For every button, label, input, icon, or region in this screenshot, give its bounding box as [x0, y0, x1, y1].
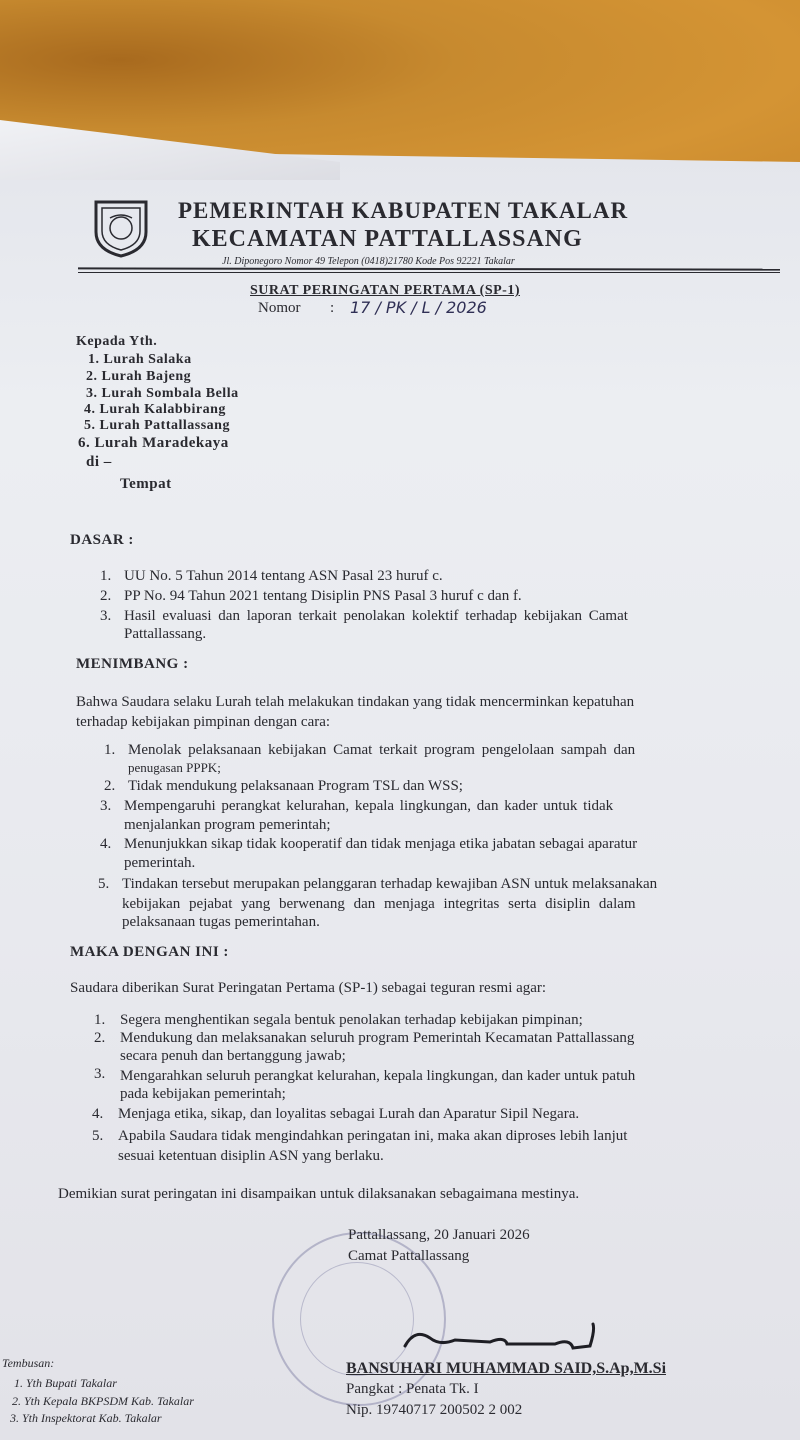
menimbang-num: 3.: [100, 798, 112, 814]
dasar-num: 1.: [100, 568, 112, 584]
maka-item: Mengarahkan seluruh perangkat kelurahan, kepala lingkungan, dan kader untuk patuh: [120, 1068, 636, 1084]
menimbang-item: Menunjukkan sikap tidak kooperatif dan tidak menjaga etika jabatan sebagai aparatur: [124, 836, 638, 852]
handwritten-signature: [395, 1318, 605, 1358]
dasar-item-cont: Pattallassang.: [124, 626, 207, 642]
menimbang-item-cont: pemerintah.: [124, 855, 196, 871]
menimbang-item-cont: pelaksanaan tugas pemerintahan.: [122, 914, 320, 930]
tembusan-item: 2. Yth Kepala BKPSDM Kab. Takalar: [12, 1394, 194, 1408]
menimbang-item: Tidak mendukung pelaksanaan Program TSL dan WSS;: [128, 778, 463, 794]
menimbang-item: Mempengaruhi perangkat kelurahan, kepala lingkungan, dan kader untuk tidak: [124, 798, 614, 814]
letterhead-government: PEMERINTAH KABUPATEN TAKALAR: [178, 198, 629, 223]
menimbang-num: 5.: [98, 876, 110, 892]
signer-name: BANSUHARI MUHAMMAD SAID,S.Ap,M.Si: [346, 1360, 667, 1377]
menimbang-heading: MENIMBANG :: [76, 656, 189, 672]
recipient-item: 3. Lurah Sombala Bella: [86, 386, 239, 401]
tembusan-item: 3. Yth Inspektorat Kab. Takalar: [10, 1411, 162, 1425]
menimbang-item-cont: kebijakan pejabat yang berwenang dan menjaga integritas serta disiplin dalam: [122, 896, 636, 912]
signature-position: Camat Pattallassang: [348, 1248, 470, 1264]
maka-num: 1.: [94, 1012, 106, 1028]
dasar-heading: DASAR :: [70, 532, 134, 548]
dasar-item: UU No. 5 Tahun 2014 tentang ASN Pasal 23 huruf c.: [124, 568, 443, 584]
maka-item-cont: sesuai ketentuan disiplin ASN yang berlaku.: [118, 1148, 384, 1164]
regency-emblem-icon: [88, 194, 154, 260]
maka-num: 5.: [92, 1128, 104, 1144]
closing-text: Demikian surat peringatan ini disampaikan untuk dilaksanakan sebagaimana mestinya.: [58, 1186, 580, 1202]
recipient-item: 5. Lurah Pattallassang: [84, 418, 230, 433]
menimbang-item: Menolak pelaksanaan kebijakan Camat terkait program pengelolaan sampah dan: [128, 742, 636, 758]
dasar-num: 2.: [100, 588, 112, 604]
letterhead-district: KECAMATAN PATTALLASSANG: [192, 226, 583, 252]
letterhead-rule-thin: [78, 272, 780, 273]
dasar-item: Hasil evaluasi dan laporan terkait penolakan kolektif terhadap kebijakan Camat: [124, 608, 628, 624]
letterhead-address: Jl. Diponegoro Nomor 49 Telepon (0418)21780 Kode Pos 92221 Takalar: [222, 256, 515, 267]
recipients-di: di –: [86, 454, 112, 470]
dasar-num: 3.: [100, 608, 112, 624]
menimbang-item: Tindakan tersebut merupakan pelanggaran terhadap kewajiban ASN untuk melaksanakan: [122, 876, 658, 892]
recipient-item: 2. Lurah Bajeng: [86, 369, 192, 384]
menimbang-item-cont: menjalankan program pemerintah;: [124, 817, 331, 833]
maka-item: Apabila Saudara tidak mengindahkan peringatan ini, maka akan diproses lebih lanjut: [118, 1128, 628, 1144]
signature-place-date: Pattallassang, 20 Januari 2026: [348, 1227, 530, 1243]
maka-num: 3.: [94, 1066, 106, 1082]
maka-item: Mendukung dan melaksanakan seluruh program Pemerintah Kecamatan Pattallassang: [120, 1030, 635, 1046]
maka-intro: Saudara diberikan Surat Peringatan Pertama (SP-1) sebagai teguran resmi agar:: [70, 980, 547, 996]
menimbang-intro: Bahwa Saudara selaku Lurah telah melakukan tindakan yang tidak mencerminkan kepatuhan: [76, 694, 635, 710]
recipients-heading: Kepada Yth.: [76, 334, 158, 349]
maka-item: Menjaga etika, sikap, dan loyalitas sebagai Lurah dan Aparatur Sipil Negara.: [118, 1106, 580, 1122]
nomor-label: Nomor: [258, 300, 301, 316]
menimbang-num: 1.: [104, 742, 116, 758]
maka-num: 4.: [92, 1106, 104, 1122]
letter-title: SURAT PERINGATAN PERTAMA (SP-1): [250, 283, 520, 298]
menimbang-num: 2.: [104, 778, 116, 794]
tembusan-heading: Tembusan:: [2, 1356, 55, 1370]
recipients-tempat: Tempat: [120, 476, 172, 492]
nomor-separator: :: [330, 300, 335, 316]
maka-item-cont: pada kebijakan pemerintah;: [120, 1086, 286, 1102]
tembusan-item: 1. Yth Bupati Takalar: [14, 1376, 117, 1390]
dasar-item: PP No. 94 Tahun 2021 tentang Disiplin PNS Pasal 3 huruf c dan f.: [124, 588, 522, 604]
recipient-item: 4. Lurah Kalabbirang: [84, 402, 226, 417]
maka-item: Segera menghentikan segala bentuk penolakan terhadap kebijakan pimpinan;: [120, 1012, 583, 1028]
signer-nip: Nip. 19740717 200502 2 002: [346, 1402, 523, 1418]
menimbang-intro-cont: terhadap kebijakan pimpinan dengan cara:: [76, 714, 331, 730]
recipient-item: 6. Lurah Maradekaya: [78, 435, 229, 451]
maka-heading: MAKA DENGAN INI :: [70, 944, 229, 960]
maka-num: 2.: [94, 1030, 106, 1046]
menimbang-item-cont: penugasan PPPK;: [128, 760, 221, 775]
nomor-value: 17 / PK / L / 2026: [350, 298, 487, 317]
maka-item-cont: secara penuh dan bertanggung jawab;: [120, 1048, 346, 1064]
recipient-item: 1. Lurah Salaka: [88, 352, 192, 367]
signer-rank: Pangkat : Penata Tk. I: [346, 1381, 479, 1397]
menimbang-num: 4.: [100, 836, 112, 852]
